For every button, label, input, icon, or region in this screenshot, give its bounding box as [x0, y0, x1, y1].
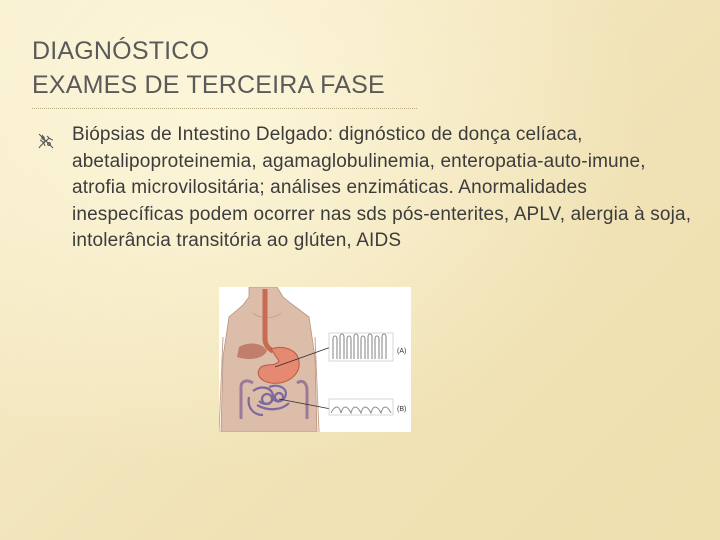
- slide-title: [32, 34, 385, 102]
- anatomy-figure: [219, 287, 411, 432]
- torso-illustration: [219, 287, 319, 432]
- villi-panel-a: [329, 333, 393, 361]
- label-a: (A): [397, 348, 407, 355]
- title-line-1: DIAGNÓSTICO: [32, 37, 210, 65]
- fleuron-bullet-icon: [36, 131, 56, 151]
- bullet-text: Biópsias de Intestino Delgado: dignóstico de donça celíaca, abetalipoproteinemia, agamaglobulinemia, enteropatia-auto-imune, atrofia microvilositária; análises enzimáticas. Anormalidades inespecíficas podem ocorrer nas sds pós-enterites, APLV, alergia à soja, intolerância transitória ao glúten, AIDS: [72, 124, 692, 251]
- villi-panel-b: [329, 399, 393, 415]
- title-divider: [32, 108, 417, 109]
- title-line-2: EXAMES DE TERCEIRA FASE: [32, 71, 385, 99]
- label-b: (B): [397, 406, 407, 413]
